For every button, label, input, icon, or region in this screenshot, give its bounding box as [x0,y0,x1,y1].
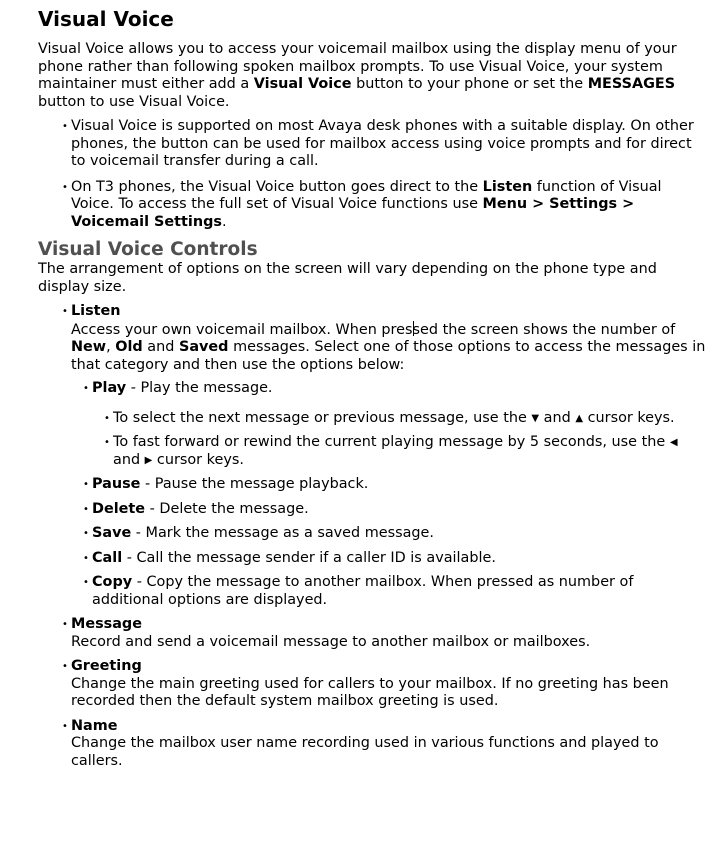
option-label: Play [92,380,127,396]
detail-text: and [113,451,145,468]
control-text: Change the mailbox user name recording used in various functions and played to callers. [71,735,659,769]
note-item [71,118,708,171]
controls-intro: The arrangement of options on the screen will vary depending on the phone type and display size. [38,261,657,295]
option-label: Pause [92,476,141,492]
controls-list [38,303,708,770]
option-play [92,380,708,469]
option-text: - Call the message sender if a caller ID is available. [122,549,496,566]
play-details-list [92,410,708,470]
intro-text-2: button to your phone or set the [351,76,588,92]
listen-desc-1b: sed the screen shows the number of [412,321,676,338]
note-text: function of Visual Voice. To access the full set of Visual Voice functions use [71,178,662,212]
listen-term: Listen [482,178,533,195]
listen-options-list [71,380,708,609]
control-listen [71,303,708,609]
left-arrow-icon: ◀ [669,437,678,448]
control-message [71,616,708,651]
detail-text: To fast forward or rewind the current playing message by 5 seconds, use the [113,434,670,450]
note-text: On T3 phones, the Visual Voice button goes direct to the [71,178,483,195]
control-label: Name [71,717,118,734]
option-save [92,525,708,543]
up-arrow-icon: ▲ [575,412,584,424]
note-text: . [221,213,227,230]
menu-path: Menu > Settings > Voicemail Settings [71,196,635,230]
intro-text-1: Visual Voice allows you to access your voicemail mailbox using the display menu of your phone rather than following spoken mailbox prompts. To use Visual Voice, your system maintainer must either add a [38,41,677,92]
new-term: New [71,339,107,355]
control-label: Greeting [71,658,142,674]
option-text: - Mark the message as a saved message. [131,525,434,541]
option-text: - Copy the message to another mailbox. When pressed as number of additional options are displayed. [92,574,634,608]
option-call [92,550,708,568]
saved-term: Saved [178,339,229,355]
listen-desc-2: messages. Select one of those options to access the messages in that category and then use the options below: [71,339,706,373]
detail-text: cursor keys. [152,451,244,468]
option-label: Save [92,525,132,541]
control-text: Record and send a voicemail message to another mailbox or mailboxes. [71,633,591,650]
control-text: Change the main greeting used for callers to your mailbox. If no greeting has been recorded then the default system mailbox greeting is used. [71,675,669,709]
control-label: Listen [71,303,121,319]
control-greeting [71,658,708,711]
option-text: - Delete the message. [145,500,309,517]
listen-desc-1: Access your own voicemail mailbox. When pres [71,321,413,338]
play-detail [113,434,708,469]
document [38,6,708,777]
down-arrow-icon: ▼ [531,412,540,424]
section-heading: Visual Voice Controls [38,239,258,260]
detail-text: cursor keys. [583,409,675,426]
visual-voice-term: Visual Voice [253,76,352,92]
notes-list [38,118,708,231]
detail-text: and [539,409,576,426]
note-item [71,179,708,232]
right-arrow-icon: ▶ [144,454,153,466]
messages-term: MESSAGES [587,76,676,92]
intro-text-3: button to use Visual Voice. [38,93,230,110]
control-name [71,718,708,771]
separator: , [106,339,116,355]
play-detail [113,410,708,428]
page-title: Visual Voice [38,7,174,31]
option-label: Delete [92,500,146,517]
option-pause [92,476,708,494]
option-copy [92,574,708,609]
detail-text: To select the next message or previous message, use the [113,409,532,426]
option-label: Copy [92,574,133,590]
old-term: Old [115,339,143,355]
option-label: Call [92,549,123,566]
intro-paragraph [38,41,708,111]
conjunction: and [142,339,179,355]
option-delete [92,501,708,519]
option-text: - Play the message. [126,380,273,396]
note-text: Visual Voice is supported on most Avaya desk phones with a suitable display. On other phones, the button can be used for mailbox access using voice prompts and for direct to voicemail transfer during a call. [71,118,694,169]
control-label: Message [71,616,142,632]
option-text: - Pause the message playback. [140,476,369,492]
